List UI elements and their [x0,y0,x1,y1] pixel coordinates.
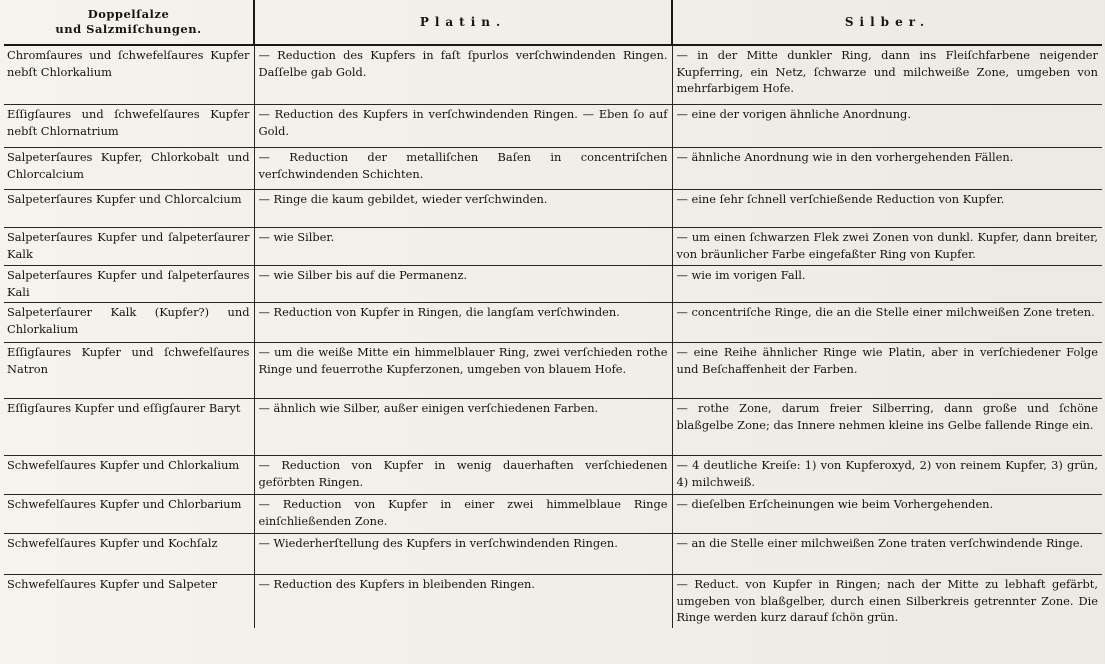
header-salts [4,0,254,45]
table-row [4,534,1102,575]
platin-cell: — Reduction des Kupfers in verſchwindenden Ringen. — Eben ſo auf Gold. [254,105,672,148]
salt-cell: Eſſigſaures und ſchwefelſaures Kupfer nebſt Chlornatrium [4,105,254,148]
table-row [4,303,1102,343]
table-row [4,45,1102,105]
table-row [4,228,1102,266]
table-row [4,343,1102,399]
table-row [4,190,1102,228]
salt-cell: Salpeterſaures Kupfer, Chlorkobalt und Chlorcalcium [4,148,254,190]
salt-cell: Schwefelſaures Kupfer und Kochſalz [4,534,254,575]
silber-cell: — Reduct. von Kupfer in Ringen; nach der Mitte zu lebhaft gefärbt, umgeben von blaßgelber, durch einen Silberkreis getrennter Zone. Die Ringe werden kurz darauf ſchön grün. [676,577,1098,624]
table-header-row [4,0,1102,45]
platin-cell: — Reduction von Kupfer in wenig dauerhaften verſchiedenen geförbten Ringen. [254,456,672,495]
platin-cell: — Reduction von Kupfer in Ringen, die langſam verſchwinden. [254,303,672,343]
header-platin: Platin. [254,0,672,45]
silber-cell: — ähnliche Anordnung wie in den vorhergehenden Fällen. [672,148,1102,190]
silber-cell: — concentriſche Ringe, die an die Stelle einer milchweißen Zone treten. [672,303,1102,343]
salt-reaction-table [4,0,1102,628]
silber-cell: — an die Stelle einer milchweißen Zone traten verſchwindende Ringe. [672,534,1102,575]
header-silber: Silber. [672,0,1102,45]
table-row [4,148,1102,190]
salt-cell: Salpeterſaures Kupfer und Chlorcalcium [4,190,254,228]
header-salts-line1: Doppelſalze [87,7,170,21]
platin-cell: — Ringe die kaum gebildet, wieder verſchwinden. [254,190,672,228]
table-row [4,399,1102,456]
table-row [4,456,1102,495]
silber-cell: — wie im vorigen Fall. [672,266,1102,303]
silber-cell: — 4 deutliche Kreiſe: 1) von Kupferoxyd, 2) von reinem Kupfer, 3) grün, 4) milchweiß. [672,456,1102,495]
platin-cell: — wie Silber. [254,228,672,266]
header-salts-line2: und Salzmiſchungen. [55,22,202,36]
silber-cell: — eine Reihe ähnlicher Ringe wie Platin, aber in verſchiedener Folge und Beſchaffenheit der Farben. [672,343,1102,399]
salt-cell: Chromſaures und ſchwefelſaures Kupfer nebſt Chlorkalium [4,45,254,105]
platin-cell: — Reduction des Kupfers in faſt ſpurlos verſchwindenden Ringen. Daſſelbe gab Gold. [254,45,672,105]
platin-cell: — um die weiße Mitte ein himmelblauer Ring, zwei verſchieden rothe Ringe und feuerrothe Kupferzonen, umgeben von blauem Hofe. [254,343,672,399]
salt-cell: Eſſigſaures Kupfer und ſchwefelſaures Natron [4,343,254,399]
silber-cell: — dieſelben Erſcheinungen wie beim Vorhergehenden. [672,495,1102,534]
platin-cell: — Reduction der metalliſchen Baſen in concentriſchen verſchwindenden Schichten. [254,148,672,190]
salt-cell: Schwefelſaures Kupfer und Chlorbarium [4,495,254,534]
table-row [4,495,1102,534]
table-row [4,266,1102,303]
salt-cell: Salpeterſaures Kupfer und ſalpeterſaures Kali [4,266,254,303]
table-row [4,105,1102,148]
platin-cell: — Reduction von Kupfer in einer zwei himmelblaue Ringe einſchließenden Zone. [254,495,672,534]
salt-cell: Eſſigſaures Kupfer und eſſigſaurer Baryt [4,399,254,456]
salt-cell: Salpeterſaurer Kalk (Kupfer?) und Chlorkalium [4,303,254,343]
table-row [4,575,1102,628]
platin-cell: — wie Silber bis auf die Permanenz. [254,266,672,303]
silber-cell: — rothe Zone, darum freier Silberring, dann große und ſchöne blaßgelbe Zone; das Innere nehmen kleine ins Gelbe fallende Ringe ein. [672,399,1102,456]
silber-cell: — eine ſehr ſchnell verſchießende Reduction von Kupfer. [672,190,1102,228]
platin-cell: — ähnlich wie Silber, außer einigen verſchiedenen Farben. [254,399,672,456]
silber-cell: — um einen ſchwarzen Flek zwei Zonen von dunkl. Kupfer, dann breiter, von bräunlicher Farbe eingefaßter Ring von Kupfer. [672,228,1102,266]
platin-cell: — Reduction des Kupfers in bleibenden Ringen. [254,575,672,628]
platin-cell: — Wiederherſtellung des Kupfers in verſchwindenden Ringen. [254,534,672,575]
salt-cell: Schwefelſaures Kupfer und Salpeter [4,575,254,628]
silber-cell: — eine der vorigen ähnliche Anordnung. [672,105,1102,148]
salt-cell: Salpeterſaures Kupfer und ſalpeterſaurer Kalk [4,228,254,266]
silber-cell: — in der Mitte dunkler Ring, dann ins Fleiſchfarbene neigender Kupferring, ein Netz, ſchwarze und milchweiße Zone, umgeben von mehrfarbigem Hofe. [672,45,1102,105]
salt-cell: Schwefelſaures Kupfer und Chlorkalium [4,456,254,495]
